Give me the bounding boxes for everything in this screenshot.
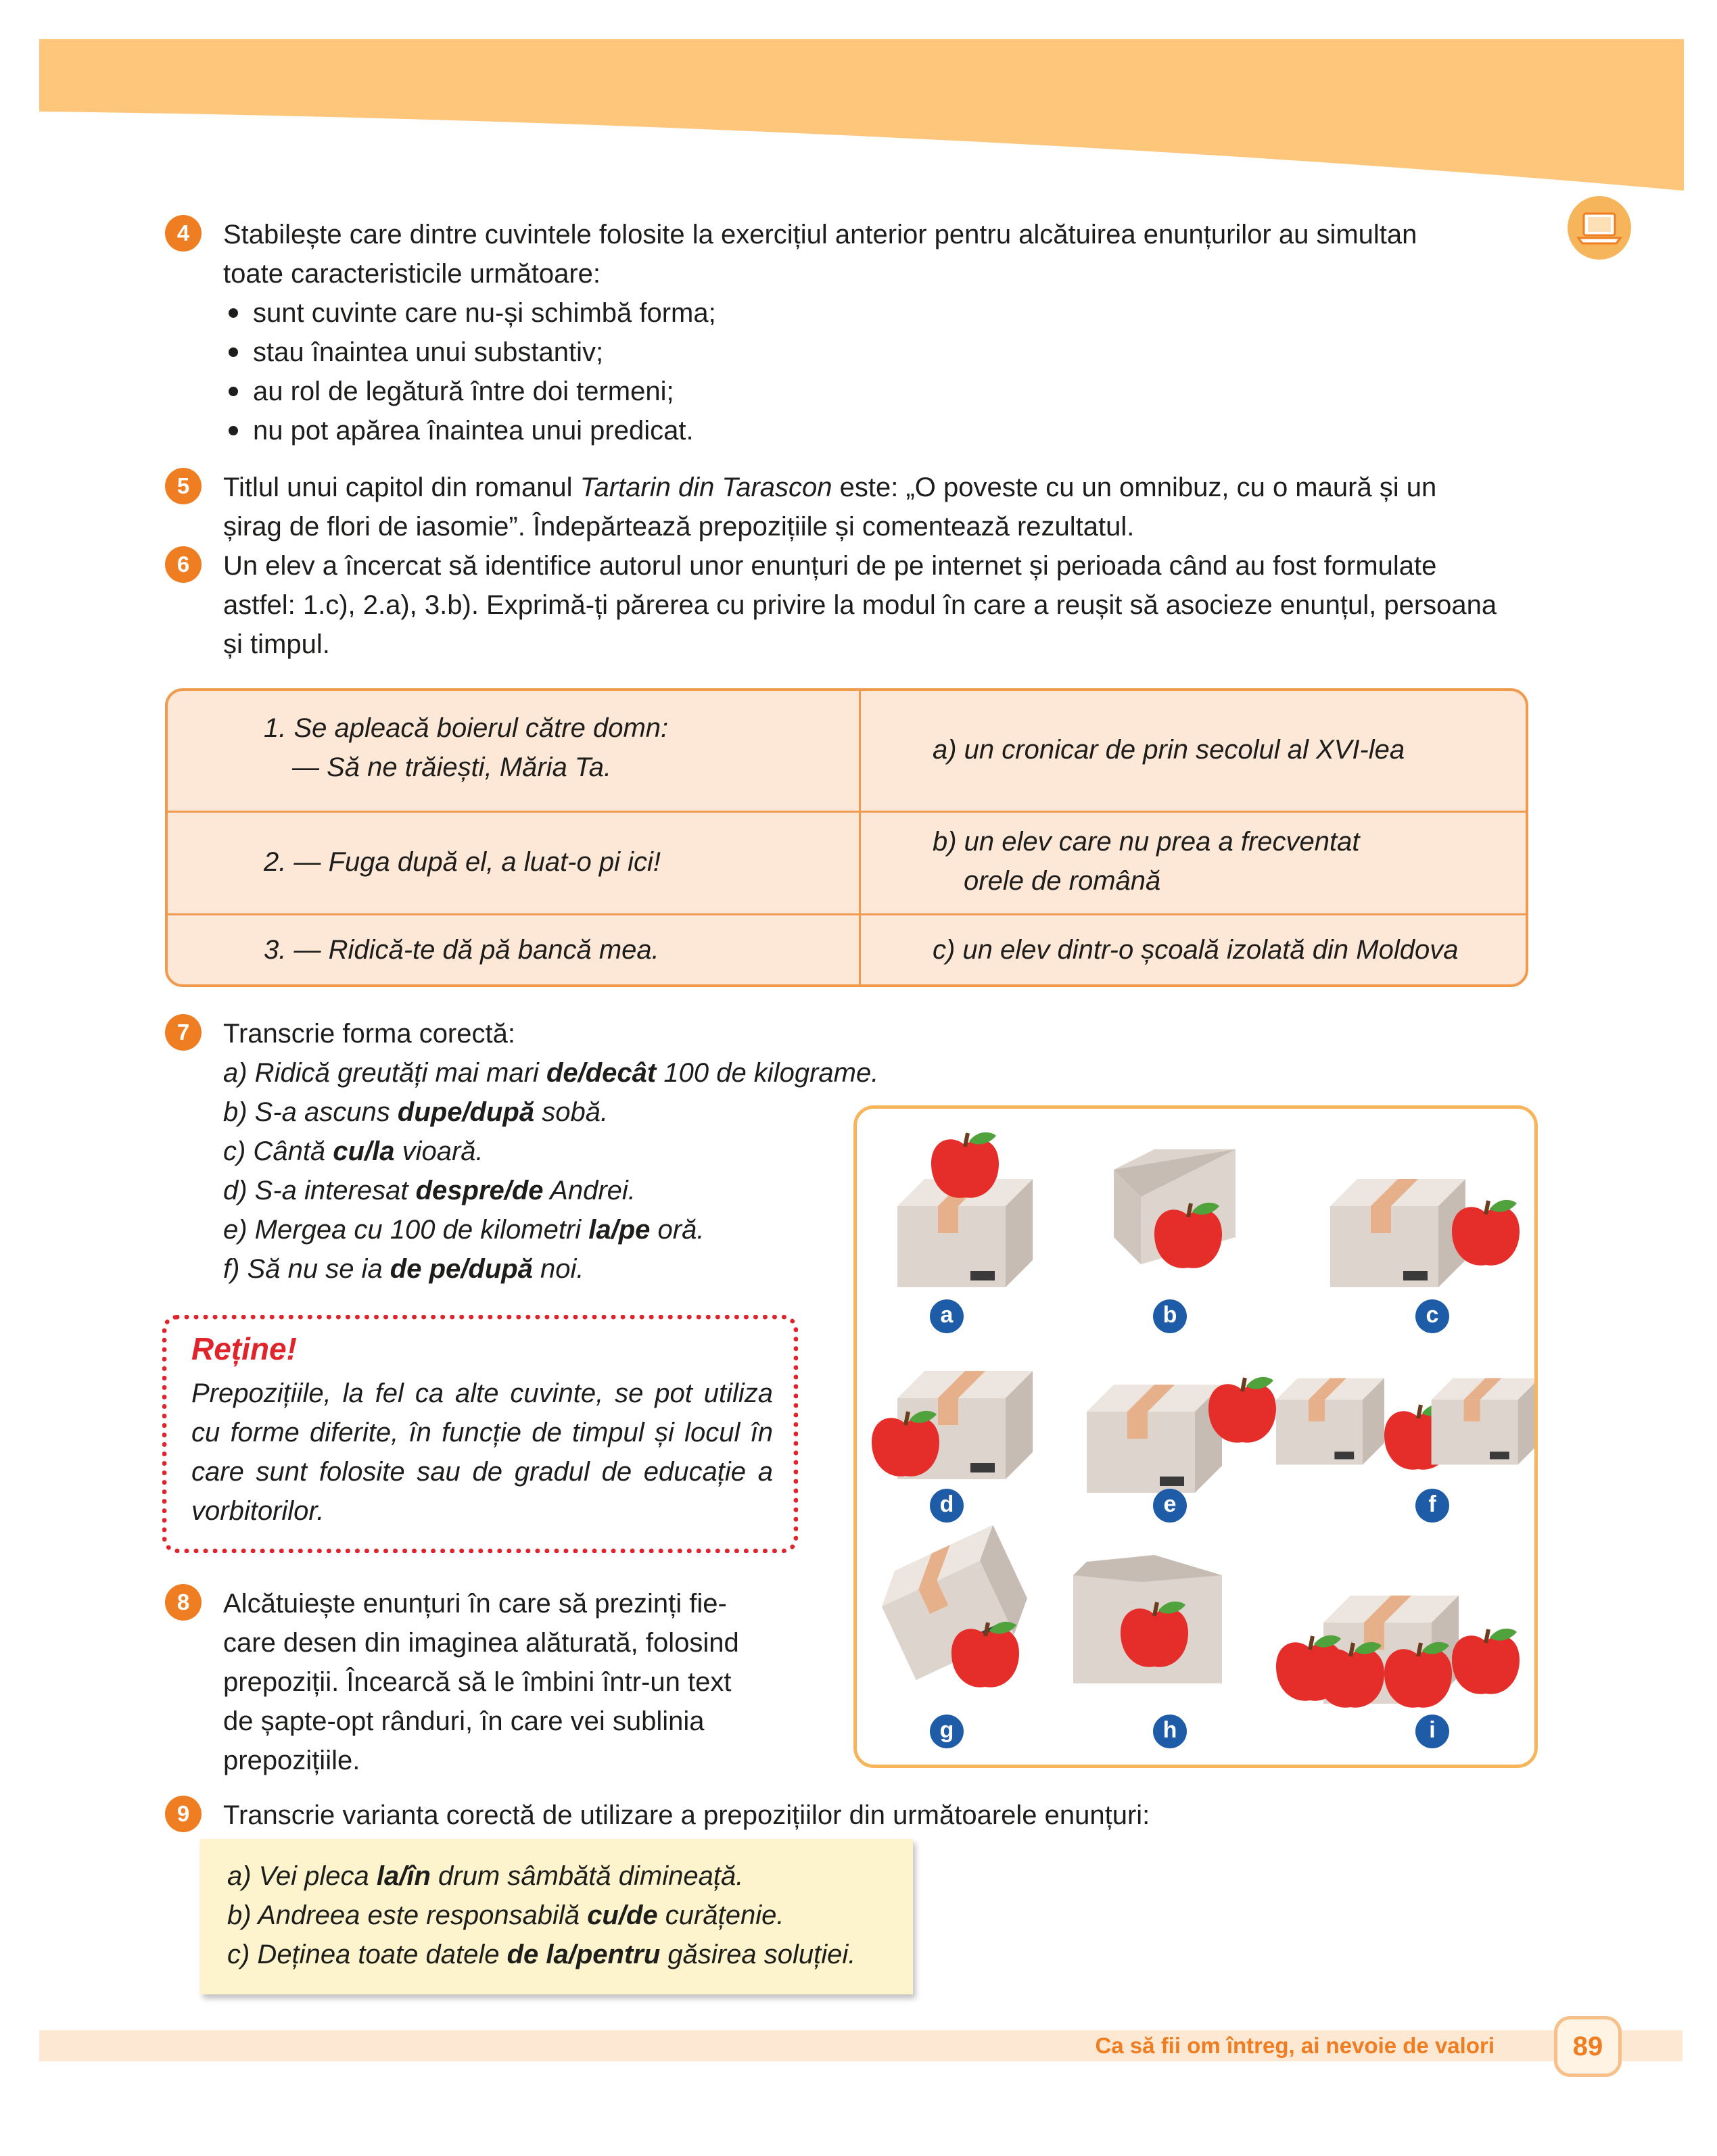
picture-label-g: g: [930, 1715, 964, 1748]
exercise-8-line: care desen din imaginea alăturată, folosind: [223, 1628, 739, 1658]
exercise-8-line: prepoziții. Încearcă să le îmbini într-un text: [223, 1667, 732, 1697]
exercise-7-item: b) S-a ascuns dupe/după sobă.: [223, 1097, 609, 1127]
boxes-and-apples-illustration: [857, 1109, 1534, 1765]
exercise-number-9: 9: [165, 1796, 202, 1832]
picture-label-a: a: [930, 1299, 964, 1333]
table-row: [168, 813, 1526, 915]
exercise-5-line: șirag de flori de iasomie”. Îndepărtează prepozițiile și comentează rezultatul.: [223, 512, 1135, 542]
exercise-9-note: [200, 1839, 913, 1994]
exercise-8: [223, 1584, 778, 1780]
exercise-8-line: prepozițiile.: [223, 1746, 360, 1775]
exercise-number-5: 5: [165, 468, 202, 504]
exercise-6-line: Un elev a încercat să identifice autorul unor enunțuri de pe internet și perioada când au fost formulate: [223, 551, 1437, 581]
table-cell-text: orele de română: [964, 866, 1161, 896]
laptop-icon: [1568, 196, 1631, 260]
exercise-7-item: c) Cântă cu/la vioară.: [223, 1136, 484, 1166]
list-item: au rol de legătură între doi termeni;: [223, 372, 1549, 411]
exercise-9-item: c) Deținea toate datele de la/pentru găsirea soluției.: [227, 1940, 856, 1969]
exercise-7-heading: Transcrie forma corectă:: [223, 1019, 515, 1049]
page-number: 89: [1554, 2016, 1622, 2077]
picture-label-f: f: [1415, 1489, 1449, 1523]
exercise-5-text: Titlul unui capitol din romanul: [223, 473, 580, 502]
table-cell-text: a) un cronicar de prin secolul al XVI-lea: [933, 735, 1405, 765]
exercise-7-item: a) Ridică greutăți mai mari de/decât 100 de kilograme.: [223, 1058, 879, 1088]
exercise-7-item: e) Mergea cu 100 de kilometri la/pe oră.: [223, 1215, 705, 1245]
footer-text: Ca să fii om întreg, ai nevoie de valori: [1095, 2033, 1495, 2058]
header-banner: [0, 0, 1717, 203]
table-cell: [168, 915, 861, 987]
novel-title: Tartarin din Tarascon: [580, 473, 832, 502]
exercise-4: [223, 215, 1549, 450]
table-cell-text: — Să ne trăiești, Măria Ta.: [292, 752, 612, 782]
picture-label-b: b: [1153, 1299, 1187, 1333]
exercise-9-items: [227, 1856, 903, 1974]
table-row: [168, 691, 1526, 813]
exercise-7-item: f) Să nu se ia de pe/după noi.: [223, 1254, 584, 1284]
picture-label-e: e: [1153, 1489, 1187, 1523]
exercise-9-heading: Transcrie varianta corectă de utilizare a prepozițiilor din următoarele enunțuri:: [223, 1800, 1150, 1830]
exercise-5-text: este: „O poveste cu un omnibuz, cu o maură și un: [832, 473, 1437, 502]
exercise-4-line: Stabilește care dintre cuvintele folosite la exercițiul anterior pentru alcătuirea enunțurilor au simultan: [223, 220, 1417, 249]
list-item: stau înaintea unui substantiv;: [223, 333, 1549, 372]
illustration-frame: [853, 1105, 1538, 1768]
picture-label-c: c: [1415, 1299, 1449, 1333]
exercise-9-item: a) Vei pleca la/în drum sâmbătă dimineață.: [227, 1861, 744, 1891]
table-cell-text: 1. Se apleacă boierul către domn:: [264, 713, 669, 743]
exercise-8-line: de șapte-opt rânduri, în care vei sublinia: [223, 1706, 705, 1736]
table-cell-text: 3. — Ridică-te dă pă bancă mea.: [264, 935, 659, 965]
remember-title: Reține!: [191, 1331, 297, 1366]
list-item: sunt cuvinte care nu-și schimbă forma;: [223, 293, 1549, 333]
matching-table: [165, 688, 1528, 987]
exercise-7-item: d) S-a interesat despre/de Andrei.: [223, 1176, 636, 1205]
table-cell-text: b) un elev care nu prea a frecventat: [933, 827, 1360, 857]
exercise-number-4: 4: [165, 215, 202, 251]
table-cell: [168, 813, 861, 913]
exercise-9-item: b) Andreea este responsabilă cu/de curățenie.: [227, 1900, 784, 1930]
table-row: [168, 915, 1526, 987]
remember-box: [162, 1315, 798, 1553]
exercise-number-8: 8: [165, 1584, 202, 1621]
exercise-5: [223, 468, 1549, 546]
exercise-8-line: Alcătuiește enunțuri în care să prezinți fie-: [223, 1589, 727, 1619]
exercise-4-list: [223, 293, 1549, 450]
remember-text: Prepozițiile, la fel ca alte cuvinte, se pot utiliza cu forme diferite, în funcție de timpul și locul în care sunt folosite sau de gradul de educație a vorbitorilor.: [191, 1379, 773, 1526]
list-item: nu pot apărea înaintea unui predicat.: [223, 411, 1549, 450]
picture-label-h: h: [1153, 1715, 1187, 1748]
exercise-number-7: 7: [165, 1014, 202, 1051]
table-cell: [168, 691, 861, 811]
exercise-number-6: 6: [165, 546, 202, 583]
exercise-4-line: toate caracteristicile următoare:: [223, 259, 601, 289]
exercise-6: [223, 546, 1549, 664]
picture-label-i: i: [1415, 1715, 1449, 1748]
picture-label-d: d: [930, 1489, 964, 1523]
table-cell: [861, 813, 1526, 913]
exercise-7: [223, 1014, 899, 1289]
table-cell-text: c) un elev dintr-o școală izolată din Moldova: [933, 935, 1459, 965]
table-cell: [861, 915, 1526, 987]
table-cell: [861, 691, 1526, 811]
exercise-6-line: astfel: 1.c), 2.a), 3.b). Exprimă-ți părerea cu privire la modul în care a reușit să asocieze enunțul, persoana: [223, 590, 1497, 620]
table-cell-text: 2. — Fuga după el, a luat-o pi ici!: [264, 847, 661, 877]
exercise-6-line: și timpul.: [223, 629, 330, 659]
